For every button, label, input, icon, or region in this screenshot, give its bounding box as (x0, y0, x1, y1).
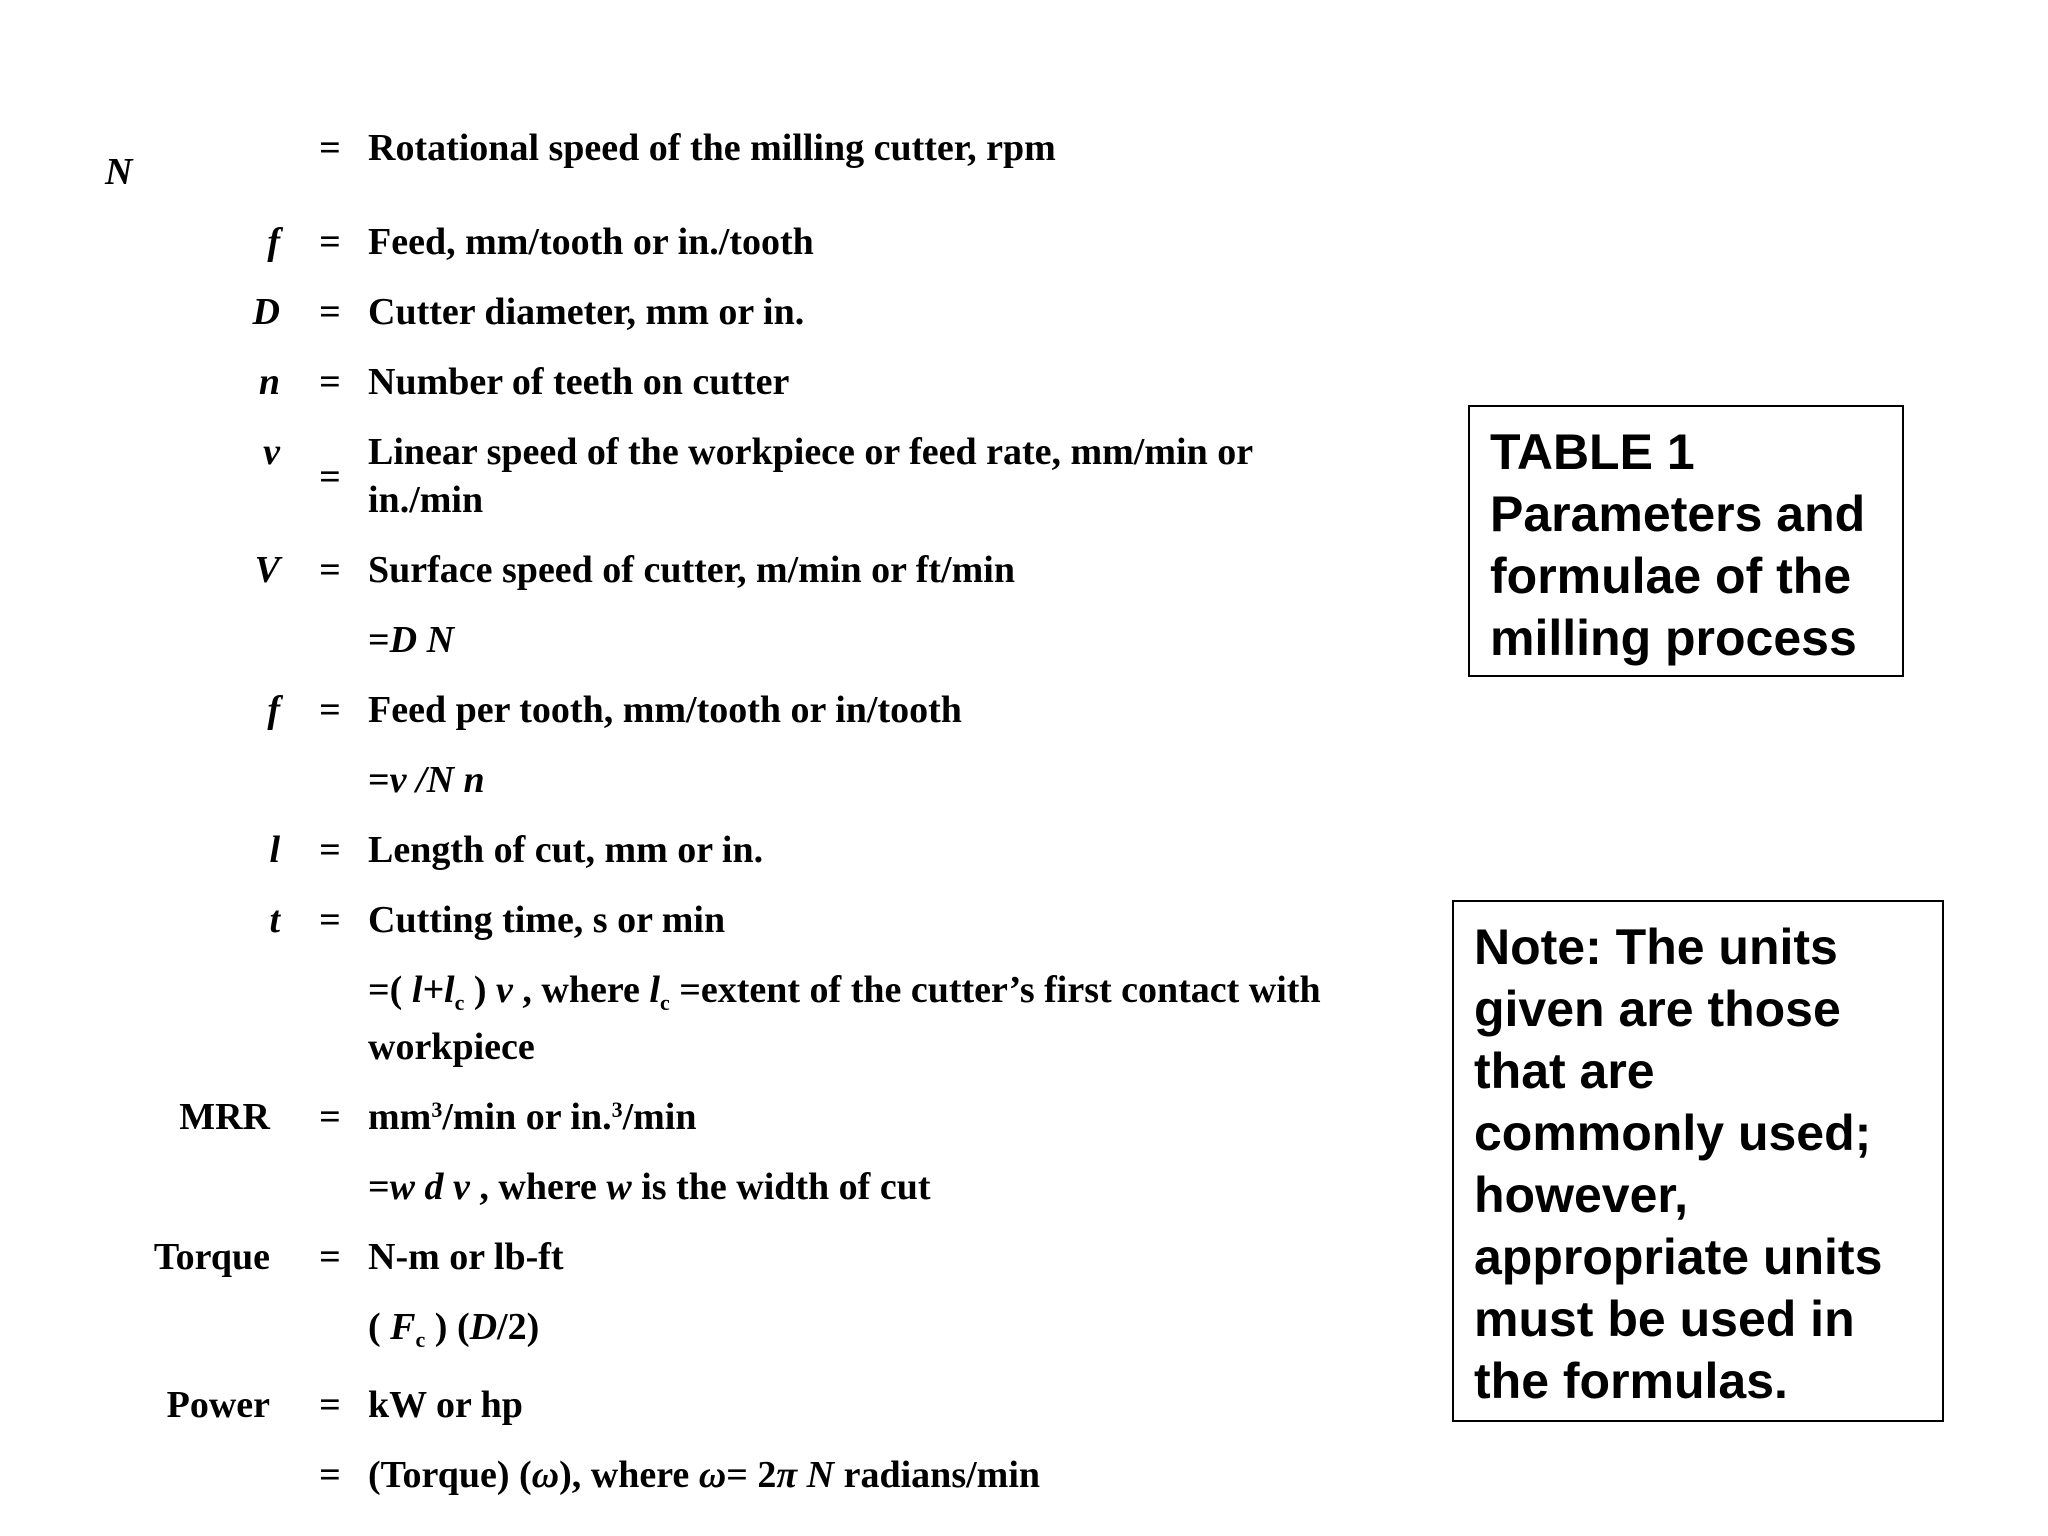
symbol-l: l (269, 829, 280, 871)
symbol-f: f (267, 689, 280, 731)
equals-sign: = (319, 361, 341, 403)
formula-open: ( (368, 1306, 381, 1348)
subscript-c: c (454, 990, 465, 1015)
definition-f: Feed, mm/tooth or in./tooth (368, 221, 814, 263)
definition-l: Length of cut, mm or in. (368, 829, 764, 871)
equals-sign: = (319, 899, 341, 941)
equals-sign: = (319, 1454, 341, 1496)
formula-term-w: w (606, 1166, 632, 1208)
formula-explanation: is the width of cut (641, 1166, 931, 1208)
definition-v-line1: Linear speed of the workpiece or feed rate, mm/min or (368, 431, 1254, 473)
symbol-n: n (258, 361, 280, 403)
formula-term-l: l (411, 969, 423, 1011)
formula-MRR (368, 1165, 930, 1209)
formula-open: ( (456, 1306, 470, 1348)
symbol-f: f (267, 221, 280, 263)
equals-sign: = (319, 1236, 341, 1278)
equals-sign: = (319, 1096, 341, 1138)
omega-symbol: ω (698, 1454, 727, 1496)
formula-close: ) (473, 969, 487, 1011)
unit-text: /min or in. (442, 1096, 612, 1138)
formula-term-v: v (389, 759, 407, 801)
formula-term-v: v (496, 969, 513, 1011)
table-caption: TABLE 1 Parameters and formulae of the milling process (1490, 424, 1866, 666)
formula-feed-per-tooth (368, 758, 485, 802)
formula-explanation: =extent of the cutter’s first contact with (679, 969, 1321, 1011)
definition-D: Cutter diameter, mm or in. (368, 291, 805, 333)
unit-text: /min (622, 1096, 697, 1138)
table-caption-box (1468, 405, 1904, 677)
definition-MRR (368, 1095, 697, 1139)
definition-t: Cutting time, s or min (368, 899, 726, 941)
formula-term-N: N (426, 619, 455, 661)
symbol-V: V (254, 549, 280, 591)
definition-V: Surface speed of cutter, m/min or ft/min (368, 549, 1015, 591)
formula-close: ) (434, 1306, 448, 1348)
formula-term-lc: l (649, 969, 660, 1011)
formula-plus: + (422, 969, 445, 1011)
formula-term-N: N (806, 1454, 835, 1496)
label-MRR: MRR (179, 1096, 270, 1138)
pi-symbol: π (776, 1454, 798, 1496)
formula-term-w: w (389, 1166, 416, 1208)
formula-term-d: d (424, 1166, 444, 1208)
formula-t-line2: workpiece (368, 1026, 535, 1068)
formula-text: = 2 (726, 1454, 777, 1496)
symbol-D: D (252, 291, 280, 333)
superscript-3: 3 (611, 1097, 623, 1122)
equals-sign: = (319, 829, 341, 871)
subscript-c: c (659, 990, 670, 1015)
symbol-v: v (263, 431, 280, 473)
formula-torque (368, 1305, 540, 1352)
formula-slash: / (416, 759, 427, 801)
formula-rest: /2) (497, 1306, 540, 1348)
formula-term-lc: l (444, 969, 455, 1011)
equals-sign: = (319, 221, 341, 263)
formula-text: (Torque) ( (368, 1454, 532, 1496)
unit-mm: mm (368, 1096, 432, 1138)
formula-equals: = (368, 1166, 390, 1208)
formula-term-D: D (389, 619, 418, 661)
formula-open: =( (368, 969, 403, 1011)
formula-where: ), where (559, 1454, 690, 1496)
formula-term-v: v (453, 1166, 470, 1208)
formula-power (368, 1453, 1040, 1497)
definition-feed-per-tooth: Feed per tooth, mm/tooth or in/tooth (368, 689, 962, 731)
equals-sign: = (319, 1384, 341, 1426)
label-torque: Torque (153, 1236, 270, 1278)
formula-where: , where (479, 1166, 597, 1208)
symbol-N: N (105, 151, 133, 193)
symbol-t: t (269, 899, 280, 941)
definition-power: kW or hp (368, 1384, 523, 1426)
equals-sign: = (319, 127, 341, 169)
definition-n: Number of teeth on cutter (368, 361, 790, 403)
note-text: Note: The units given are those that are commonly used; however, appropriate units must be used in the formulas. (1474, 919, 1883, 1409)
formula-term-n: n (463, 759, 485, 801)
formula-term-D: D (469, 1306, 498, 1348)
superscript-3: 3 (431, 1097, 443, 1122)
equals-sign: = (319, 689, 341, 731)
note-box (1452, 900, 1944, 1422)
omega-symbol: ω (531, 1454, 560, 1496)
equals-sign: = (319, 549, 341, 591)
definition-v-line2: in./min (368, 479, 484, 521)
definition-N: Rotational speed of the milling cutter, rpm (368, 127, 1056, 169)
formula-text: radians/min (843, 1454, 1041, 1496)
formula-equals: = (368, 759, 390, 801)
subscript-c: c (415, 1327, 426, 1352)
definition-torque: N-m or lb-ft (368, 1236, 564, 1278)
formula-equals: = (368, 619, 390, 661)
equals-sign: = (319, 291, 341, 333)
formula-term-N: N (426, 759, 455, 801)
formula-term-F: F (390, 1306, 416, 1348)
formula-t-line1 (368, 968, 1321, 1015)
formula-where: , where (522, 969, 640, 1011)
equals-sign: = (319, 456, 341, 498)
label-power: Power (166, 1384, 270, 1426)
formula-V (368, 618, 454, 662)
